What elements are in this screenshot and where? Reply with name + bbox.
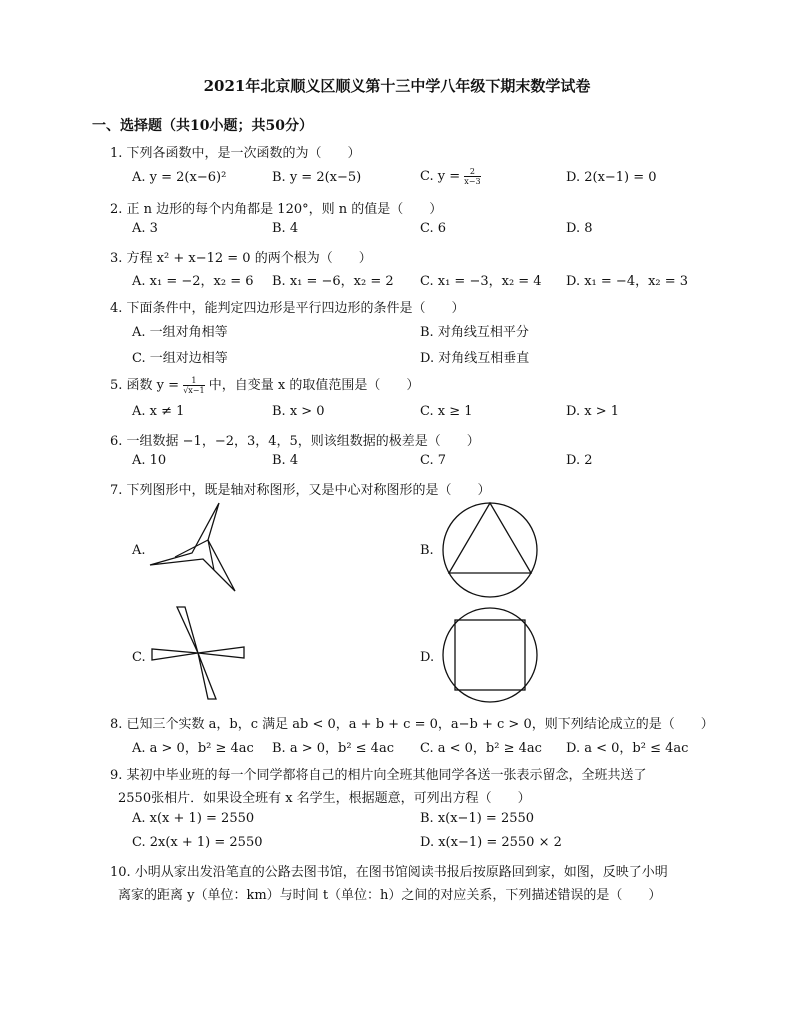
question-8-stem: 8. 已知三个实数 a，b，c 满足 ab < 0，a + b + c = 0，a−b + c > 0，则下列结论成立的是（ ）	[110, 717, 714, 732]
question-2-stem: 2. 正 n 边形的每个内角都是 120°，则 n 的值是（ ）	[110, 202, 443, 217]
q3-option-b: B. x₁ = −6，x₂ = 2	[272, 274, 394, 289]
q5-option-a: A. x ≠ 1	[132, 404, 185, 419]
q4-option-a: A. 一组对角相等	[132, 325, 228, 340]
q5-fraction	[183, 376, 204, 395]
q2-option-d: D. 8	[566, 221, 593, 236]
fraction-denominator: √x−1	[183, 386, 205, 395]
q2-option-c: C. 6	[420, 221, 447, 236]
q8-option-b: B. a > 0，b² ≤ 4ac	[272, 741, 394, 756]
fraction-numerator: 1	[183, 376, 204, 386]
figure-a-three-point-star	[140, 495, 250, 600]
figure-d-circle-square	[440, 605, 540, 705]
q1-option-c-label: C. y =	[420, 169, 461, 184]
question-7-stem: 7. 下列图形中，既是轴对称图形，又是中心对称图形的是（ ）	[110, 483, 491, 498]
q9-option-d: D. x(x−1) = 2550 × 2	[420, 835, 562, 850]
q5-option-c: C. x ≥ 1	[420, 404, 473, 419]
q9-option-a: A. x(x + 1) = 2550	[132, 811, 255, 826]
q5-stem-suffix: 中，自变量 x 的取值范围是（ ）	[208, 378, 420, 393]
q7-option-b: B.	[420, 543, 434, 558]
question-10-stem-cont: 离家的距离 y（单位：km）与时间 t（单位：h）之间的对应关系，下列描述错误的是（ ）	[118, 888, 662, 903]
q4-option-d: D. 对角线互相垂直	[420, 351, 530, 366]
q9-option-b: B. x(x−1) = 2550	[420, 811, 535, 826]
q6-option-d: D. 2	[566, 453, 593, 468]
section-heading: 一、选择题（共10小题；共50分）	[92, 118, 313, 134]
q6-option-c: C. 7	[420, 453, 447, 468]
q6-option-b: B. 4	[272, 453, 299, 468]
question-9-stem-cont: 2550张相片．如果设全班有 x 名学生，根据题意，可列出方程（ ）	[118, 791, 531, 806]
q1-option-a: A. y = 2(x−6)²	[132, 170, 227, 185]
q4-option-c: C. 一组对边相等	[132, 351, 228, 366]
q7-option-c: C.	[132, 650, 146, 665]
question-4-stem: 4. 下面条件中，能判定四边形是平行四边形的条件是（ ）	[110, 301, 465, 316]
page-title: 2021年北京顺义区顺义第十三中学八年级下期末数学试卷	[203, 77, 591, 95]
q1-option-c-fraction	[464, 167, 480, 186]
q5-option-d: D. x > 1	[566, 404, 619, 419]
question-6-stem: 6. 一组数据 −1，−2，3，4，5，则该组数据的极差是（ ）	[110, 434, 480, 449]
q8-option-a: A. a > 0，b² ≥ 4ac	[132, 741, 254, 756]
q7-option-d: D.	[420, 650, 435, 665]
question-5-stem	[110, 374, 419, 395]
q1-option-c	[420, 167, 481, 186]
q9-option-c: C. 2x(x + 1) = 2550	[132, 835, 263, 850]
fraction-denominator: x−3	[464, 177, 481, 186]
q2-option-b: B. 4	[272, 221, 299, 236]
question-3-stem: 3. 方程 x² + x−12 = 0 的两个根为（ ）	[110, 251, 372, 266]
q5-stem-prefix: 5. 函数 y =	[110, 378, 180, 393]
q2-option-a: A. 3	[132, 221, 158, 236]
figure-c-pinwheel	[150, 605, 250, 701]
q1-option-d: D. 2(x−1) = 0	[566, 170, 657, 185]
q3-option-a: A. x₁ = −2，x₂ = 6	[132, 274, 254, 289]
figure-b-circle-triangle	[440, 500, 540, 600]
q1-option-b: B. y = 2(x−5)	[272, 170, 362, 185]
question-9-stem: 9. 某初中毕业班的每一个同学都将自己的相片向全班其他同学各送一张表示留念，全班共送了	[110, 768, 647, 783]
q5-option-b: B. x > 0	[272, 404, 325, 419]
question-1-stem: 1. 下列各函数中，是一次函数的为（ ）	[110, 146, 361, 161]
q8-option-d: D. a < 0，b² ≤ 4ac	[566, 741, 689, 756]
q4-option-b: B. 对角线互相平分	[420, 325, 529, 340]
q8-option-c: C. a < 0，b² ≥ 4ac	[420, 741, 542, 756]
q3-option-d: D. x₁ = −4，x₂ = 3	[566, 274, 689, 289]
question-10-stem: 10. 小明从家出发沿笔直的公路去图书馆，在图书馆阅读书报后按原路回到家，如图，反映了小明	[110, 865, 668, 880]
q7-option-a: A.	[132, 543, 146, 558]
fraction-numerator: 2	[464, 167, 480, 177]
q3-option-c: C. x₁ = −3，x₂ = 4	[420, 274, 542, 289]
q6-option-a: A. 10	[132, 453, 167, 468]
